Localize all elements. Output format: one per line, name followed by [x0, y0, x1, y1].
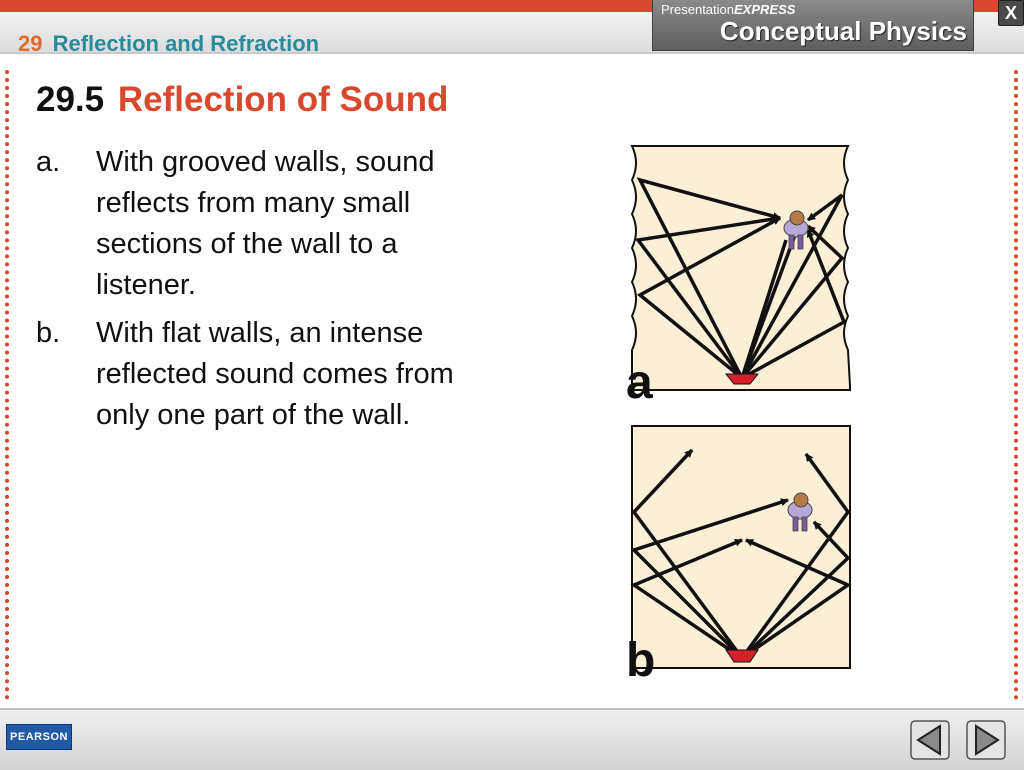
chapter-title: Reflection and Refraction	[52, 31, 320, 56]
sound-reflection-figure	[610, 140, 870, 680]
figure-label-a: a	[626, 356, 653, 409]
brand-logo	[652, 0, 974, 51]
slide-title	[36, 80, 448, 120]
chapter-heading	[18, 31, 319, 57]
publisher-logo: PEARSON	[6, 724, 72, 750]
bullet-list	[36, 142, 476, 443]
footer-bar	[0, 708, 1024, 770]
left-dotted-border	[5, 70, 9, 700]
next-arrow-icon[interactable]	[966, 720, 1006, 760]
list-text: With flat walls, an intense reflected sound comes from only one part of the wall.	[96, 317, 454, 431]
room-a-grooved-walls	[632, 146, 850, 390]
section-title: Reflection of Sound	[117, 80, 449, 119]
close-button[interactable]: X	[998, 0, 1024, 26]
list-item	[36, 142, 476, 306]
brand-tagline	[661, 2, 795, 17]
list-marker: a.	[36, 146, 61, 178]
prev-arrow-icon[interactable]	[910, 720, 950, 760]
brand-prefix: Presentation	[661, 2, 734, 17]
chapter-number: 29	[18, 31, 43, 56]
brand-suffix: EXPRESS	[734, 2, 796, 17]
room-a-diagram	[626, 146, 850, 409]
right-dotted-border	[1014, 70, 1018, 700]
room-b-flat-walls	[632, 426, 850, 668]
list-item	[36, 313, 476, 436]
list-text: With grooved walls, sound reflects from many small sections of the wall to a listener.	[96, 146, 435, 301]
list-marker: b.	[36, 317, 61, 349]
figure-label-b: b	[626, 634, 656, 680]
section-number: 29.5	[36, 80, 105, 119]
brand-title: Conceptual Physics	[719, 16, 967, 46]
room-b-diagram	[626, 426, 850, 680]
